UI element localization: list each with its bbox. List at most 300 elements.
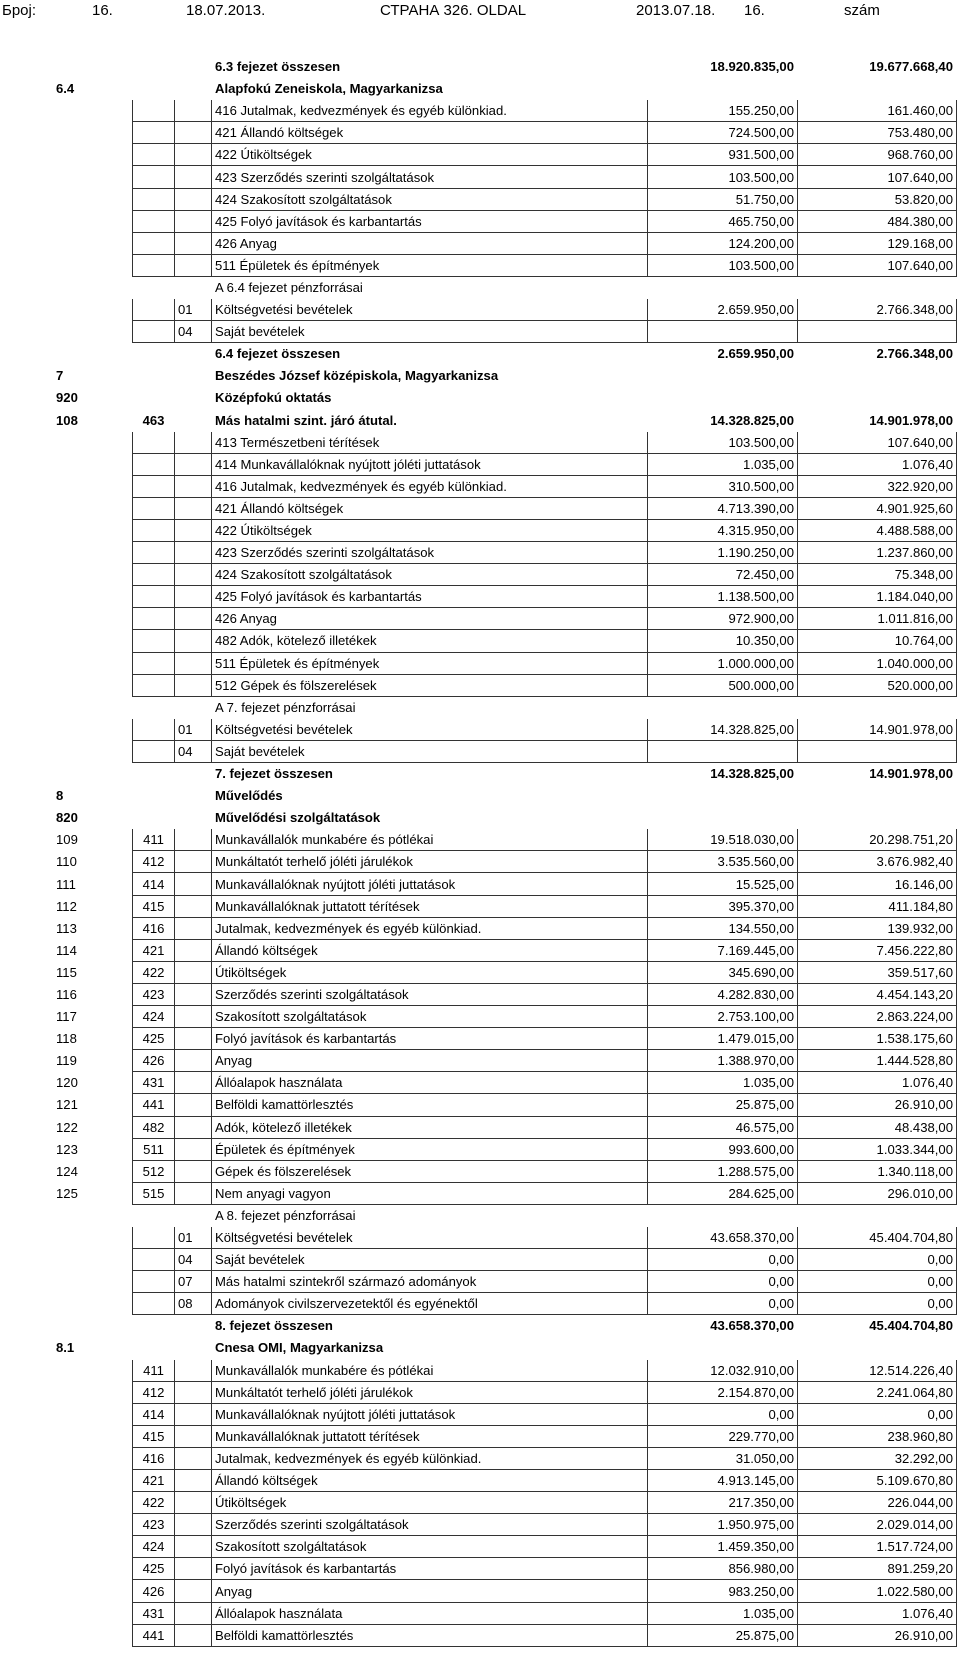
description-cell: Művelődés	[215, 788, 283, 804]
source-code-cell	[175, 851, 212, 873]
amount-2013-cell: 14.328.825,00	[648, 718, 798, 740]
table-row	[53, 1558, 957, 1580]
amount-2013-cell: 14.328.825,00	[710, 766, 794, 782]
table-row	[53, 1470, 957, 1492]
amount-2013-cell: 0,00	[648, 1403, 798, 1425]
amount-2014-cell: 14.901.978,00	[869, 412, 953, 428]
header-page-label: СТРАНА 326. OLDAL	[380, 2, 527, 19]
description-cell: Jutalmak, kedvezmények és egyéb különkiad.	[212, 1447, 648, 1469]
expense-code-cell	[133, 785, 175, 807]
description-cell: Állóalapok használata	[212, 1072, 648, 1094]
section-code-cell	[53, 1381, 133, 1403]
amount-2013-cell: 1.190.250,00	[648, 542, 798, 564]
section-code-cell	[53, 299, 133, 321]
table-row	[53, 1116, 957, 1138]
expense-code-cell	[133, 453, 175, 475]
source-code-cell	[175, 1138, 212, 1160]
amount-2014-cell: 107.640,00	[798, 166, 957, 188]
expense-code-cell: 412	[133, 1381, 175, 1403]
section-code-cell	[53, 1403, 133, 1425]
amount-2014-cell	[798, 1337, 957, 1359]
description-cell: Belföldi kamattörlesztés	[212, 1094, 648, 1116]
amount-2013-cell: 12.032.910,00	[648, 1359, 798, 1381]
amount-2014-cell: 45.404.704,80	[798, 1226, 957, 1248]
source-code-cell	[175, 144, 212, 166]
amount-2014-cell: 1.033.344,00	[798, 1138, 957, 1160]
description-cell: A 7. fejezet pénzforrásai	[215, 699, 356, 715]
expense-code-cell: 423	[133, 1514, 175, 1536]
description-cell: 421 Állandó költségek	[212, 122, 648, 144]
source-code-cell	[175, 276, 212, 298]
expense-code-cell: 415	[133, 1425, 175, 1447]
expense-code-cell	[133, 144, 175, 166]
expense-code-cell: 411	[133, 829, 175, 851]
description-cell: Alapfokú Zeneiskola, Magyarkanizsa	[215, 81, 443, 97]
table-row	[53, 917, 957, 939]
description-cell: 482 Adók, kötelező illetékek	[212, 630, 648, 652]
description-cell: 423 Szerződés szerinti szolgáltatások	[212, 542, 648, 564]
section-code-cell	[53, 100, 133, 122]
amount-2013-cell: 19.518.030,00	[648, 829, 798, 851]
expense-code-cell: 441	[133, 1094, 175, 1116]
table-row	[53, 321, 957, 343]
source-code-cell	[175, 763, 212, 785]
amount-2013-cell: 51.750,00	[648, 188, 798, 210]
section-code-cell: 119	[53, 1050, 133, 1072]
section-code-cell: 121	[53, 1094, 133, 1116]
amount-2013-cell	[648, 696, 798, 718]
amount-2013-cell: 18.920.835,00	[710, 59, 794, 75]
source-code-cell	[175, 1624, 212, 1646]
section-code-cell: 125	[53, 1182, 133, 1204]
amount-2013-cell: 310.500,00	[648, 475, 798, 497]
amount-2013-cell	[648, 740, 798, 762]
amount-2013-cell	[648, 78, 798, 100]
expense-code-cell: 416	[133, 1447, 175, 1469]
source-code-cell	[175, 122, 212, 144]
table-row	[53, 1271, 957, 1293]
section-code-cell: 115	[53, 961, 133, 983]
source-code-cell: 07	[175, 1271, 212, 1293]
table-row	[53, 608, 957, 630]
source-code-cell: 01	[175, 1226, 212, 1248]
amount-2013-cell: 3.535.560,00	[648, 851, 798, 873]
expense-code-cell: 421	[133, 939, 175, 961]
description-cell: 424 Szakosított szolgáltatások	[212, 564, 648, 586]
amount-2014-cell: 75.348,00	[798, 564, 957, 586]
expense-code-cell: 412	[133, 851, 175, 873]
amount-2014-cell: 411.184,80	[798, 895, 957, 917]
source-code-cell	[175, 1492, 212, 1514]
table-row	[53, 829, 957, 851]
expense-code-cell: 424	[133, 1006, 175, 1028]
source-code-cell	[175, 56, 212, 78]
table-row	[53, 1359, 957, 1381]
table-row	[53, 1182, 957, 1204]
amount-2013-cell	[648, 1204, 798, 1226]
source-code-cell	[175, 1204, 212, 1226]
source-code-cell	[175, 652, 212, 674]
description-cell: Más hatalmi szintekről származó adományok	[212, 1271, 648, 1293]
expense-code-cell: 411	[133, 1359, 175, 1381]
description-cell: Középfokú oktatás	[215, 390, 332, 406]
amount-2013-cell: 1.288.575,00	[648, 1160, 798, 1182]
amount-2014-cell: 19.677.668,40	[869, 59, 953, 75]
table-row	[53, 1602, 957, 1624]
amount-2013-cell: 993.600,00	[648, 1138, 798, 1160]
header-date: 18.07.2013.	[186, 2, 266, 19]
section-code-cell	[53, 254, 133, 276]
amount-2013-cell: 134.550,00	[648, 917, 798, 939]
table-row	[53, 1425, 957, 1447]
expense-code-cell: 415	[133, 895, 175, 917]
description-cell: 6.4 fejezet összesen	[215, 346, 341, 362]
table-row	[53, 166, 957, 188]
expense-code-cell	[133, 1293, 175, 1315]
table-row	[53, 542, 957, 564]
amount-2013-cell: 43.658.370,00	[648, 1226, 798, 1248]
section-code-cell	[53, 1558, 133, 1580]
section-code-cell	[53, 1204, 133, 1226]
amount-2014-cell: 1.340.118,00	[798, 1160, 957, 1182]
section-code-cell	[53, 276, 133, 298]
header-number-label: Број:	[2, 2, 37, 19]
source-code-cell	[175, 1536, 212, 1558]
section-code-cell: 124	[53, 1160, 133, 1182]
description-cell: Saját bevételek	[212, 321, 648, 343]
amount-2014-cell: 5.109.670,80	[798, 1470, 957, 1492]
amount-2014-cell	[798, 365, 957, 387]
source-code-cell	[175, 961, 212, 983]
table-row	[53, 1293, 957, 1315]
amount-2013-cell: 103.500,00	[648, 254, 798, 276]
source-code-cell	[175, 431, 212, 453]
section-code-cell	[53, 608, 133, 630]
amount-2014-cell: 968.760,00	[798, 144, 957, 166]
amount-2013-cell: 724.500,00	[648, 122, 798, 144]
expense-code-cell	[133, 497, 175, 519]
source-code-cell	[175, 1580, 212, 1602]
source-code-cell	[175, 674, 212, 696]
description-cell: 416 Jutalmak, kedvezmények és egyéb különkiad.	[212, 475, 648, 497]
source-code-cell	[175, 785, 212, 807]
amount-2013-cell: 72.450,00	[648, 564, 798, 586]
source-code-cell	[175, 232, 212, 254]
amount-2013-cell: 43.658.370,00	[710, 1318, 794, 1334]
source-code-cell	[175, 873, 212, 895]
source-code-cell	[175, 1116, 212, 1138]
amount-2014-cell: 14.901.978,00	[798, 718, 957, 740]
section-code-cell	[53, 519, 133, 541]
expense-code-cell	[133, 321, 175, 343]
section-code-cell: 820	[56, 810, 78, 826]
amount-2014-cell: 0,00	[798, 1293, 957, 1315]
expense-code-cell	[133, 1226, 175, 1248]
expense-code-cell	[133, 652, 175, 674]
source-code-cell	[175, 497, 212, 519]
expense-code-cell	[133, 608, 175, 630]
amount-2014-cell: 2.241.064,80	[798, 1381, 957, 1403]
amount-2013-cell: 465.750,00	[648, 210, 798, 232]
amount-2014-cell: 891.259,20	[798, 1558, 957, 1580]
amount-2014-cell: 1.538.175,60	[798, 1028, 957, 1050]
expense-code-cell: 511	[133, 1138, 175, 1160]
amount-2013-cell: 0,00	[648, 1249, 798, 1271]
expense-code-cell	[133, 475, 175, 497]
amount-2014-cell: 1.022.580,00	[798, 1580, 957, 1602]
table-row	[53, 740, 957, 762]
section-code-cell	[53, 453, 133, 475]
source-code-cell: 01	[175, 299, 212, 321]
amount-2013-cell: 10.350,00	[648, 630, 798, 652]
amount-2014-cell: 484.380,00	[798, 210, 957, 232]
page-header	[0, 0, 960, 24]
description-cell: 416 Jutalmak, kedvezmények és egyéb különkiad.	[212, 100, 648, 122]
amount-2014-cell: 2.029.014,00	[798, 1514, 957, 1536]
description-cell: Munkavállalóknak juttatott térítések	[212, 895, 648, 917]
expense-code-cell	[133, 299, 175, 321]
section-code-cell	[53, 343, 133, 365]
source-code-cell	[175, 696, 212, 718]
description-cell: Épületek és építmények	[212, 1138, 648, 1160]
expense-code-cell: 515	[133, 1182, 175, 1204]
source-code-cell	[175, 1315, 212, 1337]
amount-2014-cell: 129.168,00	[798, 232, 957, 254]
section-code-cell	[53, 586, 133, 608]
table-row	[53, 56, 957, 78]
amount-2013-cell	[648, 1337, 798, 1359]
amount-2014-cell: 3.676.982,40	[798, 851, 957, 873]
description-cell: Saját bevételek	[212, 740, 648, 762]
amount-2013-cell: 1.035,00	[648, 1072, 798, 1094]
source-code-cell	[175, 1470, 212, 1492]
section-code-cell	[53, 1602, 133, 1624]
table-row	[53, 122, 957, 144]
description-cell: Állandó költségek	[212, 1470, 648, 1492]
section-code-cell	[53, 1271, 133, 1293]
amount-2013-cell: 972.900,00	[648, 608, 798, 630]
source-code-cell	[175, 1050, 212, 1072]
expense-code-cell	[133, 78, 175, 100]
expense-code-cell	[133, 696, 175, 718]
amount-2014-cell: 107.640,00	[798, 254, 957, 276]
section-code-cell	[53, 188, 133, 210]
amount-2013-cell: 856.980,00	[648, 1558, 798, 1580]
table-row	[53, 785, 957, 807]
table-row	[53, 210, 957, 232]
table-row	[53, 1249, 957, 1271]
amount-2014-cell: 45.404.704,80	[869, 1318, 953, 1334]
table-row	[53, 652, 957, 674]
table-row	[53, 939, 957, 961]
amount-2013-cell: 1.459.350,00	[648, 1536, 798, 1558]
amount-2013-cell: 1.388.970,00	[648, 1050, 798, 1072]
table-row	[53, 409, 957, 431]
amount-2014-cell: 226.044,00	[798, 1492, 957, 1514]
expense-code-cell: 463	[142, 412, 165, 428]
amount-2013-cell: 2.659.950,00	[648, 299, 798, 321]
description-cell: Anyag	[212, 1050, 648, 1072]
amount-2014-cell: 48.438,00	[798, 1116, 957, 1138]
amount-2013-cell: 31.050,00	[648, 1447, 798, 1469]
table-row	[53, 1624, 957, 1646]
expense-code-cell: 431	[133, 1602, 175, 1624]
description-cell: 7. fejezet összesen	[215, 766, 333, 782]
amount-2013-cell: 4.913.145,00	[648, 1470, 798, 1492]
source-code-cell	[175, 453, 212, 475]
description-cell: Útiköltségek	[212, 961, 648, 983]
source-code-cell	[175, 1381, 212, 1403]
source-code-cell: 04	[175, 1249, 212, 1271]
source-code-cell	[175, 1558, 212, 1580]
expense-code-cell	[133, 1249, 175, 1271]
section-code-cell	[53, 1293, 133, 1315]
source-code-cell: 04	[175, 321, 212, 343]
expense-code-cell	[133, 1337, 175, 1359]
table-row	[53, 1337, 957, 1359]
source-code-cell	[175, 983, 212, 1005]
section-code-cell: 920	[56, 390, 78, 406]
section-code-cell	[53, 1359, 133, 1381]
amount-2013-cell: 0,00	[648, 1293, 798, 1315]
expense-code-cell	[133, 166, 175, 188]
table-row	[53, 1381, 957, 1403]
amount-2013-cell	[648, 785, 798, 807]
amount-2013-cell: 2.154.870,00	[648, 1381, 798, 1403]
description-cell: Belföldi kamattörlesztés	[212, 1624, 648, 1646]
section-code-cell: 108	[56, 412, 78, 428]
description-cell: Folyó javítások és karbantartás	[212, 1028, 648, 1050]
description-cell: Szakosított szolgáltatások	[212, 1006, 648, 1028]
source-code-cell	[175, 829, 212, 851]
amount-2013-cell: 345.690,00	[648, 961, 798, 983]
section-code-cell: 110	[53, 851, 133, 873]
section-code-cell: 111	[53, 873, 133, 895]
description-cell: 425 Folyó javítások és karbantartás	[212, 210, 648, 232]
section-code-cell	[53, 1315, 133, 1337]
description-cell: Saját bevételek	[212, 1249, 648, 1271]
description-cell: Szakosított szolgáltatások	[212, 1536, 648, 1558]
description-cell: 426 Anyag	[212, 232, 648, 254]
amount-2014-cell	[798, 1204, 957, 1226]
table-row	[53, 1403, 957, 1425]
section-code-cell: 8	[56, 788, 64, 804]
table-row	[53, 188, 957, 210]
source-code-cell	[175, 1514, 212, 1536]
section-code-cell	[53, 431, 133, 453]
table-row	[53, 1315, 957, 1337]
description-cell: Költségvetési bevételek	[212, 718, 648, 740]
amount-2014-cell: 0,00	[798, 1403, 957, 1425]
section-code-cell: 120	[53, 1072, 133, 1094]
amount-2014-cell: 1.076,40	[798, 1602, 957, 1624]
source-code-cell	[175, 895, 212, 917]
expense-code-cell: 426	[133, 1580, 175, 1602]
amount-2013-cell: 103.500,00	[648, 166, 798, 188]
expense-code-cell	[133, 431, 175, 453]
expense-code-cell	[133, 365, 175, 387]
description-cell: 422 Útiköltségek	[212, 144, 648, 166]
section-code-cell	[53, 475, 133, 497]
expense-code-cell	[133, 564, 175, 586]
expense-code-cell	[133, 210, 175, 232]
section-code-cell	[53, 696, 133, 718]
amount-2014-cell	[798, 807, 957, 829]
expense-code-cell	[133, 763, 175, 785]
expense-code-cell	[133, 718, 175, 740]
amount-2014-cell: 16.146,00	[798, 873, 957, 895]
expense-code-cell: 423	[133, 983, 175, 1005]
section-code-cell	[53, 1492, 133, 1514]
table-row	[53, 763, 957, 785]
source-code-cell	[175, 586, 212, 608]
section-code-cell: 122	[53, 1116, 133, 1138]
section-code-cell	[53, 56, 133, 78]
description-cell: Állóalapok használata	[212, 1602, 648, 1624]
amount-2014-cell	[798, 78, 957, 100]
description-cell: Munkavállalók munkabére és pótlékai	[212, 1359, 648, 1381]
source-code-cell	[175, 1072, 212, 1094]
expense-code-cell: 512	[133, 1160, 175, 1182]
expense-code-cell: 425	[133, 1028, 175, 1050]
amount-2013-cell: 395.370,00	[648, 895, 798, 917]
source-code-cell	[175, 1094, 212, 1116]
amount-2014-cell: 1.076,40	[798, 453, 957, 475]
header-issue-number-hu: 16.	[744, 2, 765, 19]
amount-2013-cell	[648, 365, 798, 387]
table-row	[53, 630, 957, 652]
table-row	[53, 453, 957, 475]
table-row	[53, 895, 957, 917]
description-cell: Adományok civilszervezetektől és egyénektől	[212, 1293, 648, 1315]
table-row	[53, 961, 957, 983]
source-code-cell	[175, 365, 212, 387]
source-code-cell	[175, 1006, 212, 1028]
table-row	[53, 299, 957, 321]
description-cell: Szerződés szerinti szolgáltatások	[212, 983, 648, 1005]
description-cell: 511 Épületek és építmények	[212, 254, 648, 276]
section-code-cell	[53, 1624, 133, 1646]
source-code-cell	[175, 564, 212, 586]
source-code-cell	[175, 939, 212, 961]
table-row	[53, 276, 957, 298]
amount-2013-cell: 500.000,00	[648, 674, 798, 696]
section-code-cell	[53, 763, 133, 785]
expense-code-cell: 482	[133, 1116, 175, 1138]
amount-2014-cell: 4.454.143,20	[798, 983, 957, 1005]
amount-2014-cell: 2.766.348,00	[798, 299, 957, 321]
section-code-cell	[53, 630, 133, 652]
table-row	[53, 1028, 957, 1050]
amount-2014-cell: 12.514.226,40	[798, 1359, 957, 1381]
amount-2014-cell: 26.910,00	[798, 1624, 957, 1646]
section-code-cell	[53, 1226, 133, 1248]
source-code-cell	[175, 608, 212, 630]
expense-code-cell	[133, 674, 175, 696]
amount-2014-cell: 139.932,00	[798, 917, 957, 939]
table-row	[53, 1492, 957, 1514]
amount-2014-cell: 520.000,00	[798, 674, 957, 696]
expense-code-cell	[133, 519, 175, 541]
expense-code-cell: 426	[133, 1050, 175, 1072]
amount-2014-cell: 1.076,40	[798, 1072, 957, 1094]
table-row	[53, 674, 957, 696]
amount-2014-cell: 7.456.222,80	[798, 939, 957, 961]
amount-2014-cell: 0,00	[798, 1249, 957, 1271]
section-code-cell	[53, 1447, 133, 1469]
amount-2014-cell: 1.517.724,00	[798, 1536, 957, 1558]
source-code-cell	[175, 1028, 212, 1050]
